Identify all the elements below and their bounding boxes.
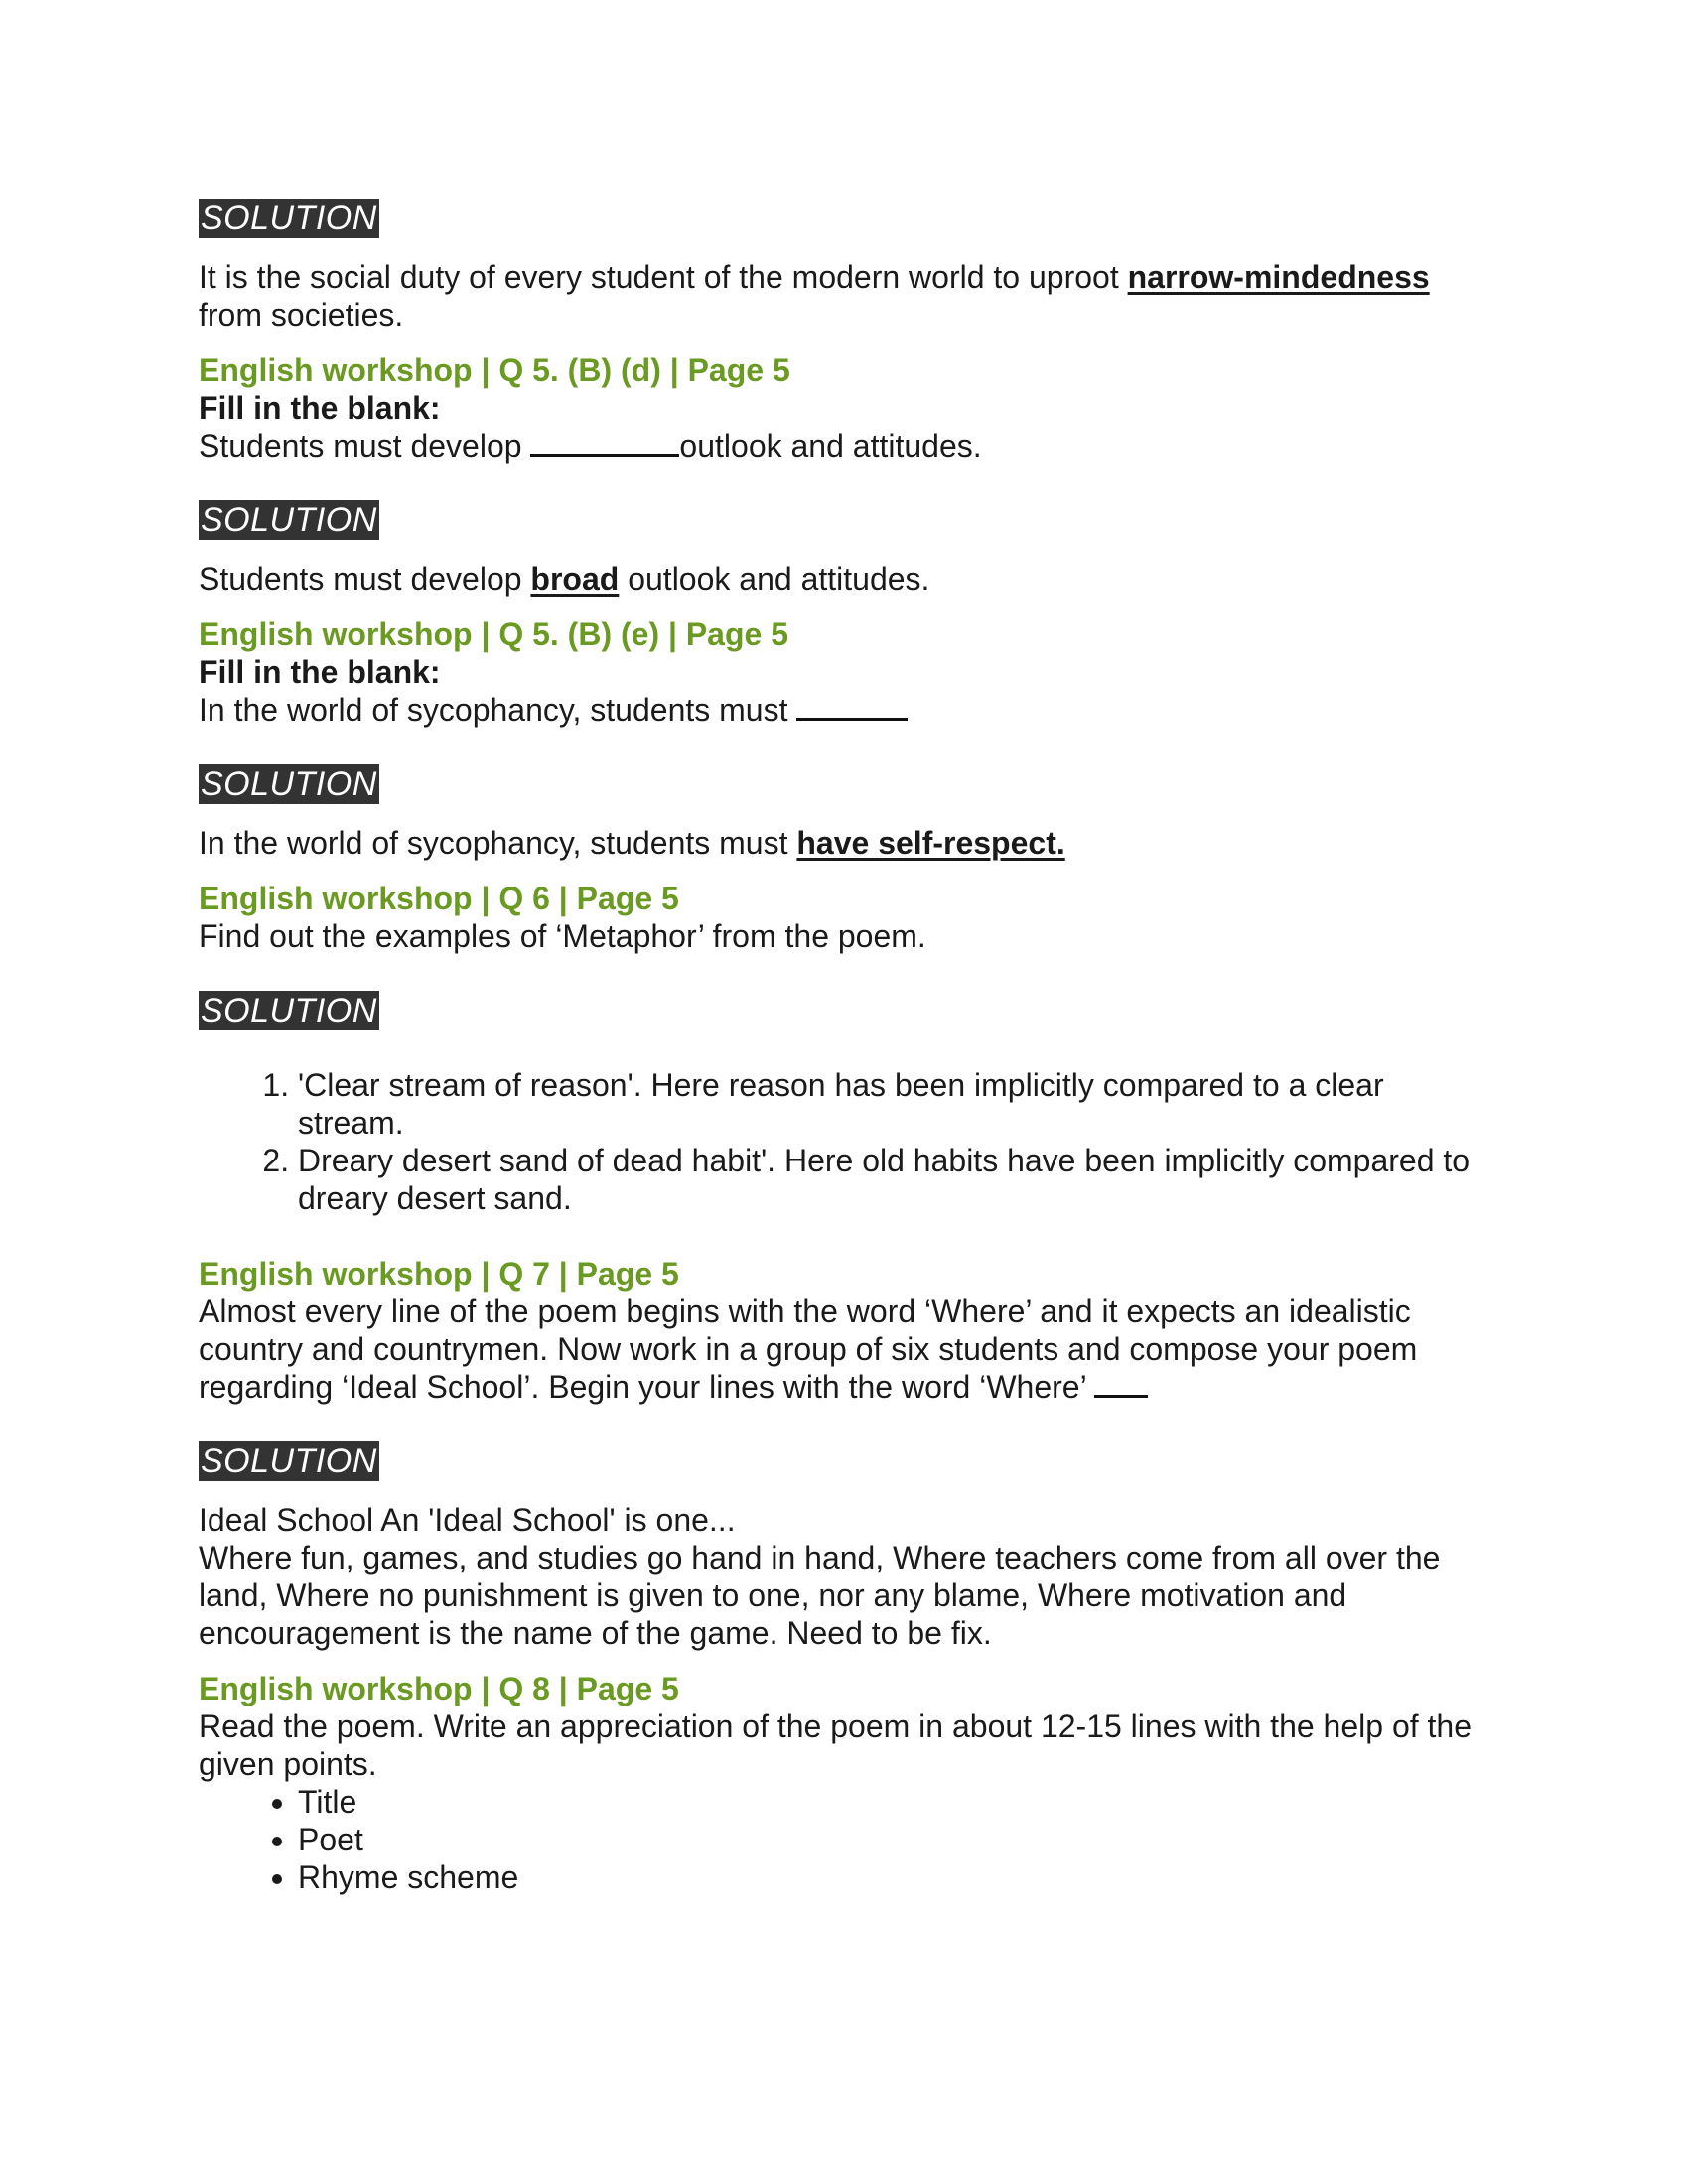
solution-paragraph: In the world of sycophancy, students must have self-respect. bbox=[199, 825, 1065, 861]
solution-paragraph: Ideal School An 'Ideal School' is one... bbox=[199, 1502, 736, 1538]
solution-paragraph: It is the social duty of every student of the modern world to uproot narrow-mindedness from societies. bbox=[199, 259, 1430, 333]
question-text: Read the poem. Write an appreciation of the poem in about 12-15 lines with the help of the given points. bbox=[199, 1708, 1472, 1782]
answer-text: broad bbox=[530, 561, 620, 597]
question-text: Students must develop outlook and attitudes. bbox=[199, 428, 982, 464]
answer-text: have self-respect. bbox=[796, 825, 1065, 861]
solution-paragraph: Where fun, games, and studies go hand in hand, Where teachers come from all over the land, Where no punishment is given to one, nor any blame, Where motivation and encouragement is the name of the game. Need to be fix. bbox=[199, 1540, 1441, 1651]
solution-label: SOLUTION bbox=[201, 200, 377, 237]
solution-label: SOLUTION bbox=[201, 992, 377, 1029]
fill-blank bbox=[1094, 1371, 1148, 1398]
solution-label: SOLUTION bbox=[201, 765, 377, 803]
question-instruction: Fill in the blank: bbox=[199, 390, 441, 426]
question-heading: English workshop | Q 5. (B) (d) | Page 5 bbox=[199, 352, 790, 388]
question-text: In the world of sycophancy, students must bbox=[199, 691, 1489, 729]
list-item: • Rhyme scheme bbox=[298, 1858, 1489, 1896]
question-heading: English workshop | Q 5. (B) (e) | Page 5 bbox=[199, 616, 788, 652]
list-item: • Title bbox=[298, 1783, 1489, 1821]
question-text: Almost every line of the poem begins with the word ‘Where’ and it expects an idealistic country and countrymen. Now work in a group of six students and compose your poem regarding ‘Ideal School’. Begin your lines with the word ‘Where’ bbox=[199, 1294, 1418, 1405]
document-page bbox=[199, 199, 1489, 1896]
solution-label: SOLUTION bbox=[201, 1442, 377, 1480]
answer-text: narrow-mindedness bbox=[1127, 259, 1430, 295]
metaphor-list bbox=[199, 1066, 1489, 1217]
question-heading: English workshop | Q 7 | Page 5 bbox=[199, 1256, 679, 1292]
solution-label: SOLUTION bbox=[201, 501, 377, 539]
question-instruction: Fill in the blank: bbox=[199, 654, 441, 690]
question-text: Find out the examples of ‘Metaphor’ from the poem. bbox=[199, 918, 926, 954]
question-heading: English workshop | Q 6 | Page 5 bbox=[199, 881, 679, 916]
solution-paragraph: Students must develop broad outlook and attitudes. bbox=[199, 561, 930, 597]
points-list bbox=[199, 1783, 1489, 1896]
list-item: • Poet bbox=[298, 1821, 1489, 1858]
question-heading: English workshop | Q 8 | Page 5 bbox=[199, 1671, 679, 1706]
list-item: 1. 'Clear stream of reason'. Here reason has been implicitly compared to a clear stream. bbox=[298, 1066, 1489, 1142]
fill-blank bbox=[530, 430, 679, 457]
list-item: 2. Dreary desert sand of dead habit'. Here old habits have been implicitly compared to dreary desert sand. bbox=[298, 1142, 1489, 1217]
fill-blank bbox=[796, 694, 908, 721]
